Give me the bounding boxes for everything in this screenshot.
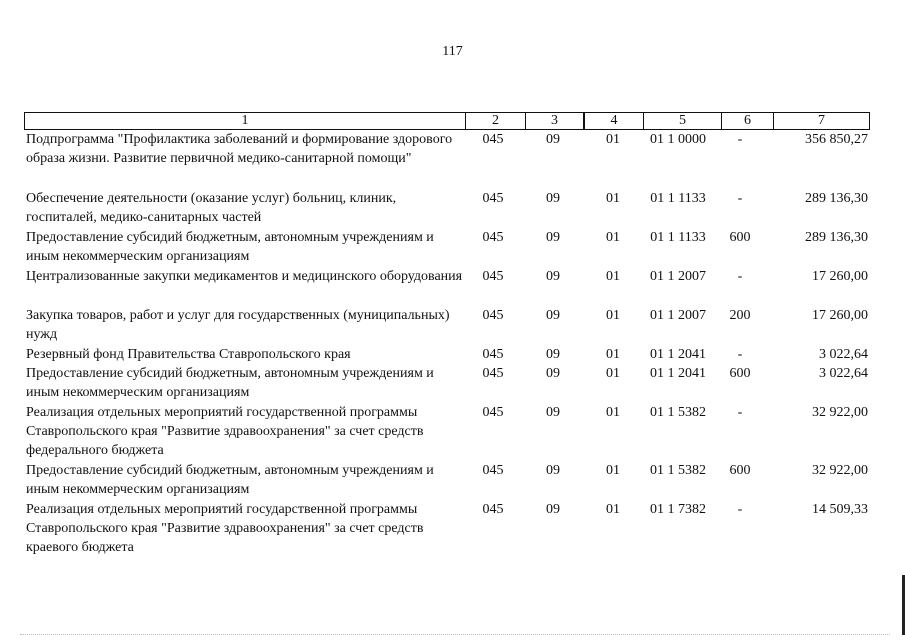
row-col-4: 01 xyxy=(606,308,620,323)
row-col-3: 09 xyxy=(546,463,560,478)
row-amount: 356 850,27 xyxy=(805,132,868,147)
row-col-3: 09 xyxy=(546,269,560,284)
header-col-5: 5 xyxy=(643,113,721,129)
row-col-4: 01 xyxy=(606,366,620,381)
row-col-5: 01 1 2007 xyxy=(650,308,706,323)
row-col-6: - xyxy=(737,269,743,284)
row-col-6: 600 xyxy=(729,463,751,478)
row-name: Реализация отдельных мероприятий государственной программы Ставропольского края "Развитие здравоохранения" за счет средств федерального бюджета xyxy=(26,405,424,458)
row-col-6: - xyxy=(737,405,743,420)
row-col-3: 09 xyxy=(546,405,560,420)
row-col-6: - xyxy=(737,132,743,147)
row-col-5: 01 1 1133 xyxy=(650,191,706,206)
header-col-3: 3 xyxy=(525,113,583,129)
row-col-2: 045 xyxy=(482,347,504,362)
row-col-5: 01 1 0000 xyxy=(650,132,706,147)
row-col-2: 045 xyxy=(482,502,504,517)
row-col-6: 600 xyxy=(729,366,751,381)
row-col-2: 045 xyxy=(482,191,504,206)
row-name: Подпрограмма "Профилактика заболеваний и формирование здорового образа жизни. Развитие первичной медико-санитарной помощи" xyxy=(26,132,453,166)
row-col-3: 09 xyxy=(546,308,560,323)
row-name: Закупка товаров, работ и услуг для государственных (муниципальных) нужд xyxy=(26,308,450,342)
row-amount: 289 136,30 xyxy=(805,230,868,245)
row-col-5: 01 1 2007 xyxy=(650,269,706,284)
row-col-5: 01 1 5382 xyxy=(650,463,706,478)
row-amount: 32 922,00 xyxy=(812,405,868,420)
row-col-2: 045 xyxy=(482,463,504,478)
header-col-4: 4 xyxy=(583,113,643,129)
row-amount: 17 260,00 xyxy=(812,308,868,323)
row-amount: 3 022,64 xyxy=(819,366,868,381)
header-col-1: 1 xyxy=(241,113,249,128)
row-amount: 32 922,00 xyxy=(812,463,868,478)
row-col-4: 01 xyxy=(606,502,620,517)
row-name: Предоставление субсидий бюджетным, автономным учреждениям и иным некоммерческим организациям xyxy=(26,230,434,264)
scan-bottom-artifact xyxy=(20,634,890,636)
row-name: Резервный фонд Правительства Ставропольского края xyxy=(26,347,351,362)
row-col-3: 09 xyxy=(546,366,560,381)
row-col-2: 045 xyxy=(482,405,504,420)
row-col-3: 09 xyxy=(546,230,560,245)
row-col-2: 045 xyxy=(482,230,504,245)
row-col-3: 09 xyxy=(546,502,560,517)
row-col-3: 09 xyxy=(546,132,560,147)
row-col-2: 045 xyxy=(482,366,504,381)
row-name: Предоставление субсидий бюджетным, автономным учреждениям и иным некоммерческим организациям xyxy=(26,366,434,400)
row-col-4: 01 xyxy=(606,405,620,420)
row-col-4: 01 xyxy=(606,230,620,245)
row-col-6: - xyxy=(737,347,743,362)
row-col-5: 01 1 2041 xyxy=(650,366,706,381)
row-name: Централизованные закупки медикаментов и медицинского оборудования xyxy=(26,269,463,284)
row-name: Предоставление субсидий бюджетным, автономным учреждениям и иным некоммерческим организациям xyxy=(26,463,434,497)
row-col-4: 01 xyxy=(606,269,620,284)
row-col-3: 09 xyxy=(546,347,560,362)
row-col-6: 200 xyxy=(729,308,751,323)
row-amount: 17 260,00 xyxy=(812,269,868,284)
row-col-2: 045 xyxy=(482,132,504,147)
header-col-7: 7 xyxy=(773,113,869,129)
header-col-6: 6 xyxy=(721,113,773,129)
row-name: Обеспечение деятельности (оказание услуг) больниц, клиник, госпиталей, медико-санитарных частей xyxy=(26,191,397,225)
row-col-2: 045 xyxy=(482,269,504,284)
page-number: 117 xyxy=(442,44,463,59)
row-col-5: 01 1 1133 xyxy=(650,230,706,245)
row-amount: 14 509,33 xyxy=(812,502,868,517)
row-col-5: 01 1 2041 xyxy=(650,347,706,362)
row-col-4: 01 xyxy=(606,463,620,478)
header-col-2: 2 xyxy=(465,113,525,129)
row-col-6: - xyxy=(737,502,743,517)
row-col-6: - xyxy=(737,191,743,206)
row-amount: 3 022,64 xyxy=(819,347,868,362)
row-col-5: 01 1 5382 xyxy=(650,405,706,420)
row-amount: 289 136,30 xyxy=(805,191,868,206)
table-header xyxy=(24,112,870,130)
row-col-5: 01 1 7382 xyxy=(650,502,706,517)
row-name: Реализация отдельных мероприятий государственной программы Ставропольского края "Развитие здравоохранения" за счет средств краевого бюджета xyxy=(26,502,424,555)
row-col-4: 01 xyxy=(606,347,620,362)
row-col-4: 01 xyxy=(606,132,620,147)
row-col-4: 01 xyxy=(606,191,620,206)
row-col-3: 09 xyxy=(546,191,560,206)
row-col-2: 045 xyxy=(482,308,504,323)
row-col-6: 600 xyxy=(729,230,751,245)
